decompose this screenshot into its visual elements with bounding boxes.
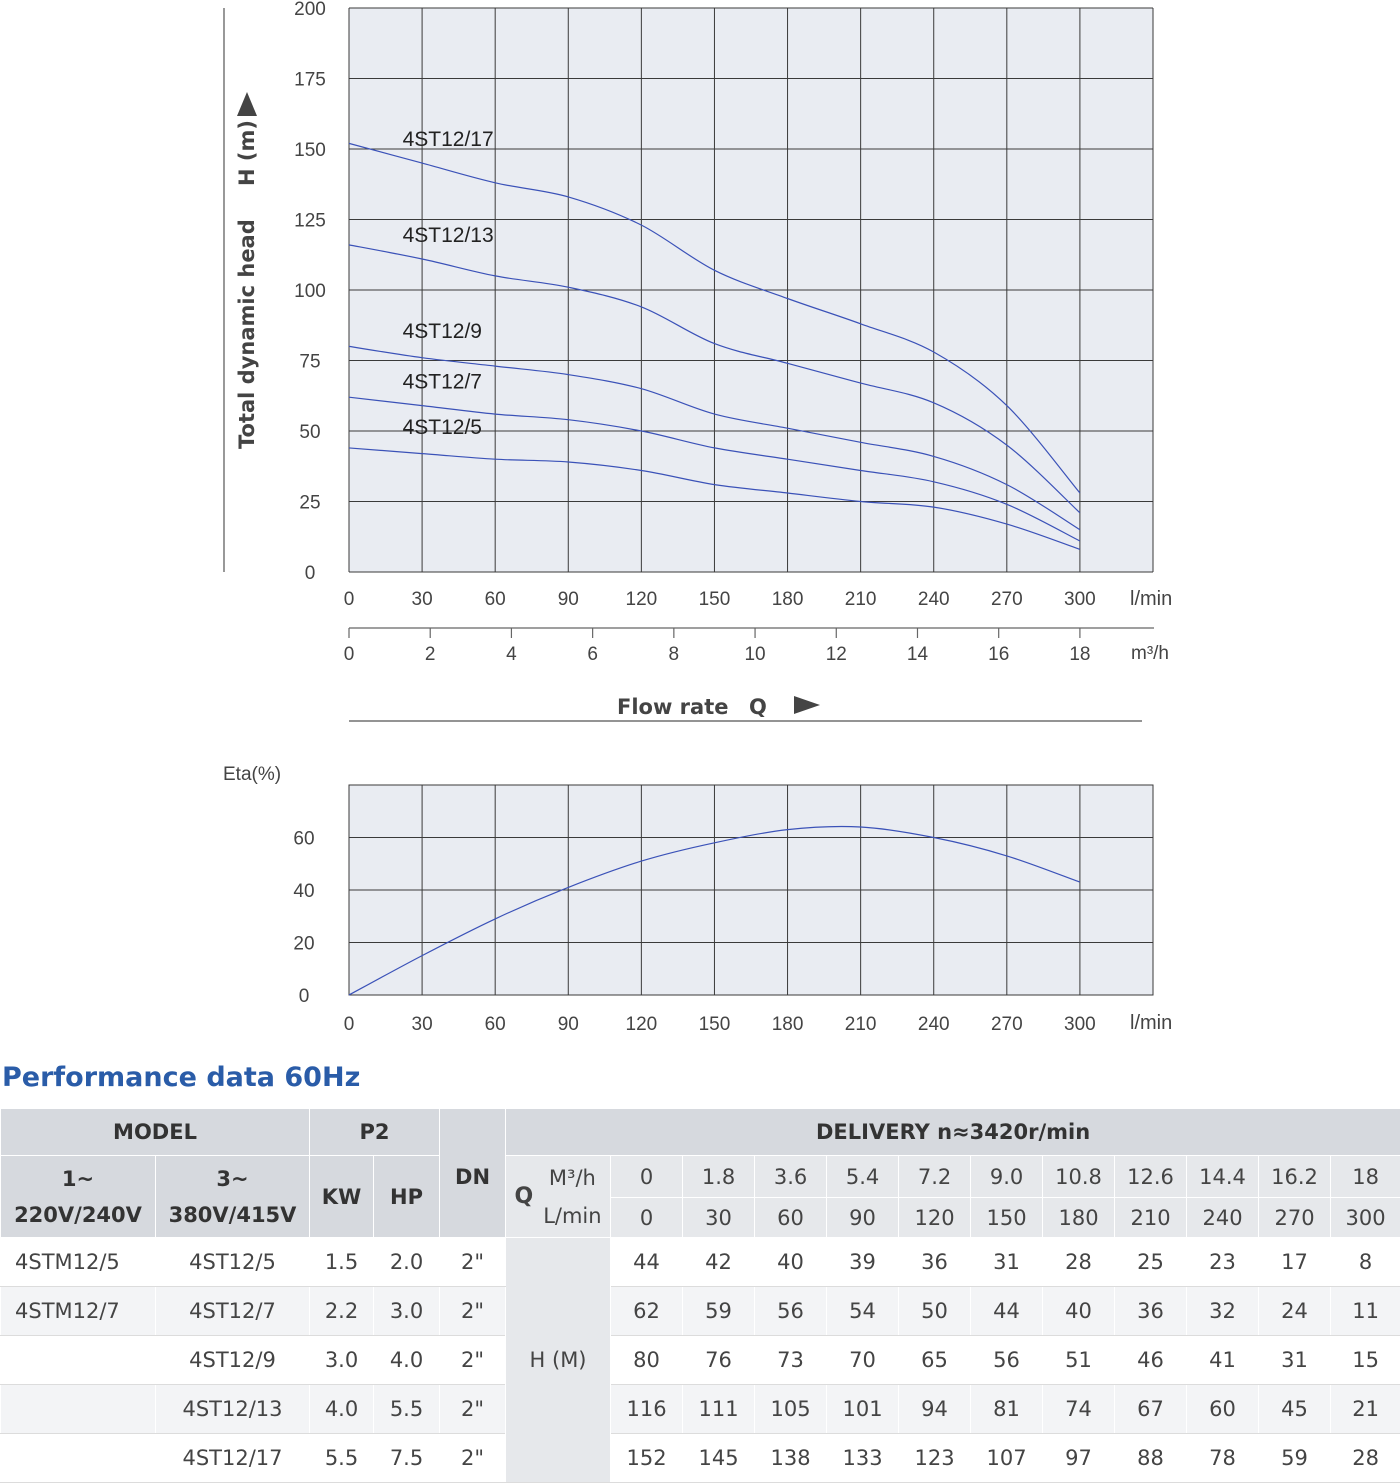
eta-xtick-label: 270 xyxy=(990,1014,1023,1035)
dn-cell: 2" xyxy=(440,1336,506,1385)
head-value-cell: 133 xyxy=(827,1434,899,1483)
m3h-cell: 7.2 xyxy=(899,1156,971,1198)
m3h-cell: 12.6 xyxy=(1115,1156,1187,1198)
head-value-cell: 94 xyxy=(899,1385,971,1434)
head-value-cell: 45 xyxy=(1259,1385,1331,1434)
head-value-cell: 17 xyxy=(1259,1238,1331,1287)
head-value-cell: 70 xyxy=(827,1336,899,1385)
head-curve-label: 4ST12/17 xyxy=(402,128,494,152)
hp-cell: 3.0 xyxy=(374,1287,440,1336)
head-value-cell: 59 xyxy=(683,1287,755,1336)
m3h-cell: 3.6 xyxy=(755,1156,827,1198)
m3h-tick-label: 6 xyxy=(587,644,598,665)
header-lmin-unit: L/min xyxy=(543,1203,602,1228)
m3h-tick-label: 18 xyxy=(1069,644,1091,665)
head-value-cell: 73 xyxy=(755,1336,827,1385)
m3h-cell: 16.2 xyxy=(1259,1156,1331,1198)
head-value-cell: 24 xyxy=(1259,1287,1331,1336)
head-xtick-label: 180 xyxy=(771,589,804,610)
head-ytick-label: 50 xyxy=(299,422,321,443)
m3h-cell: 1.8 xyxy=(683,1156,755,1198)
head-value-cell: 15 xyxy=(1331,1336,1400,1385)
model-single-phase-cell: 4STM12/7 xyxy=(1,1287,156,1336)
head-value-cell: 101 xyxy=(827,1385,899,1434)
lmin-cell: 180 xyxy=(1043,1198,1115,1238)
header-single-phase: 1~ 220V/240V xyxy=(1,1156,156,1238)
head-value-cell: 59 xyxy=(1259,1434,1331,1483)
dn-cell: 2" xyxy=(440,1238,506,1287)
xlabel-q-symbol: Q xyxy=(749,695,767,719)
head-xtick-label: 210 xyxy=(844,589,877,610)
head-ytick-label: 100 xyxy=(294,281,326,302)
eta-xtick-label: 180 xyxy=(771,1014,804,1035)
head-value-cell: 39 xyxy=(827,1238,899,1287)
dn-cell: 2" xyxy=(440,1287,506,1336)
lmin-cell: 150 xyxy=(971,1198,1043,1238)
kw-cell: 1.5 xyxy=(310,1238,374,1287)
lmin-cell: 60 xyxy=(755,1198,827,1238)
m3h-tick-label: 14 xyxy=(906,644,929,665)
model-single-phase-cell: 4STM12/5 xyxy=(1,1238,156,1287)
head-value-cell: 116 xyxy=(611,1385,683,1434)
header-q: Q xyxy=(514,1184,534,1209)
head-curve-label: 4ST12/13 xyxy=(402,224,494,248)
head-value-cell: 60 xyxy=(1187,1385,1259,1434)
header-dn: DN xyxy=(440,1109,506,1238)
table-row xyxy=(1,1385,1400,1434)
hp-cell: 4.0 xyxy=(374,1336,440,1385)
lmin-cell: 0 xyxy=(611,1198,683,1238)
eta-ytick-label: 0 xyxy=(298,986,310,1007)
head-value-cell: 81 xyxy=(971,1385,1043,1434)
m3h-cell: 14.4 xyxy=(1187,1156,1259,1198)
head-value-cell: 31 xyxy=(971,1238,1043,1287)
head-value-cell: 123 xyxy=(899,1434,971,1483)
head-value-cell: 8 xyxy=(1331,1238,1400,1287)
head-value-cell: 88 xyxy=(1115,1434,1187,1483)
head-xtick-label: 60 xyxy=(484,589,506,610)
lmin-cell: 210 xyxy=(1115,1198,1187,1238)
eta-chart xyxy=(223,764,1172,1035)
hp-cell: 7.5 xyxy=(374,1434,440,1483)
m3h-cell: 0 xyxy=(611,1156,683,1198)
eta-ytick-label: 20 xyxy=(293,933,315,955)
table-row xyxy=(1,1238,1400,1287)
model-three-phase-cell: 4ST12/13 xyxy=(156,1385,310,1434)
head-value-cell: 28 xyxy=(1043,1238,1115,1287)
model-three-phase-cell: 4ST12/5 xyxy=(156,1238,310,1287)
eta-xtick-label: 120 xyxy=(625,1014,658,1035)
model-single-phase-cell xyxy=(1,1385,156,1434)
lmin-unit-label: l/min xyxy=(1130,588,1173,610)
head-value-cell: 78 xyxy=(1187,1434,1259,1483)
head-xtick-label: 270 xyxy=(990,589,1023,610)
m3h-tick-label: 12 xyxy=(825,644,847,665)
m3h-cell: 18 xyxy=(1331,1156,1400,1198)
table-row xyxy=(1,1434,1400,1483)
eta-ytick-label: 60 xyxy=(293,828,315,850)
head-xtick-label: 90 xyxy=(557,589,579,610)
head-value-cell: 145 xyxy=(683,1434,755,1483)
dn-cell: 2" xyxy=(440,1385,506,1434)
m3h-tick-label: 2 xyxy=(424,644,436,665)
eta-xtick-label: 60 xyxy=(484,1014,506,1035)
head-xtick-label: 240 xyxy=(917,589,950,610)
header-hp: HP xyxy=(374,1156,440,1238)
head-value-cell: 11 xyxy=(1331,1287,1400,1336)
head-value-cell: 97 xyxy=(1043,1434,1115,1483)
head-value-cell: 50 xyxy=(899,1287,971,1336)
header-p2: P2 xyxy=(310,1109,440,1156)
model-three-phase-cell: 4ST12/17 xyxy=(156,1434,310,1483)
header-three-phase: 3~ 380V/415V xyxy=(156,1156,310,1238)
m3h-unit-label: m³/h xyxy=(1131,643,1169,664)
header-delivery: DELIVERY n≈3420r/min xyxy=(506,1109,1400,1156)
head-xtick-label: 120 xyxy=(625,589,658,610)
head-value-cell: 36 xyxy=(899,1238,971,1287)
head-ytick-label: 75 xyxy=(299,351,321,373)
model-three-phase-cell: 4ST12/9 xyxy=(156,1336,310,1385)
head-value-cell: 40 xyxy=(755,1238,827,1287)
eta-ytick-label: 40 xyxy=(293,881,315,902)
lmin-cell: 270 xyxy=(1259,1198,1331,1238)
performance-table xyxy=(0,1108,1400,1483)
header-q-units xyxy=(506,1156,611,1238)
head-value-cell: 107 xyxy=(971,1434,1043,1483)
x-arrow-icon xyxy=(794,696,820,714)
kw-cell: 4.0 xyxy=(310,1385,374,1434)
head-xtick-label: 30 xyxy=(411,589,433,610)
model-single-phase-cell xyxy=(1,1336,156,1385)
m3h-cell: 9.0 xyxy=(971,1156,1043,1198)
head-value-cell: 23 xyxy=(1187,1238,1259,1287)
model-three-phase-cell: 4ST12/7 xyxy=(156,1287,310,1336)
head-xtick-label: 150 xyxy=(698,589,731,610)
hp-cell: 5.5 xyxy=(374,1385,440,1434)
head-curve-label: 4ST12/5 xyxy=(402,415,482,439)
eta-xtick-label: 210 xyxy=(844,1014,877,1035)
performance-table-title: Performance data 60Hz xyxy=(2,1062,361,1093)
m3h-cell: 10.8 xyxy=(1043,1156,1115,1198)
lmin-cell: 90 xyxy=(827,1198,899,1238)
head-value-cell: 111 xyxy=(683,1385,755,1434)
kw-cell: 2.2 xyxy=(310,1287,374,1336)
header-kw: KW xyxy=(310,1156,374,1238)
head-ylabel: Total dynamic head xyxy=(235,219,259,449)
m3h-tick-label: 10 xyxy=(744,644,766,665)
head-value-cell: 41 xyxy=(1187,1336,1259,1385)
head-value-cell: 56 xyxy=(755,1287,827,1336)
header-m3h-unit: M³/h xyxy=(548,1165,596,1190)
m3h-tick-label: 16 xyxy=(988,644,1010,665)
eta-ylabel: Eta(%) xyxy=(223,764,282,785)
head-value-cell: 138 xyxy=(755,1434,827,1483)
head-value-cell: 51 xyxy=(1043,1336,1115,1385)
head-value-cell: 36 xyxy=(1115,1287,1187,1336)
head-value-cell: 28 xyxy=(1331,1434,1400,1483)
m3h-tick-label: 4 xyxy=(506,644,517,665)
eta-xtick-label: 30 xyxy=(411,1014,433,1035)
header-model: MODEL xyxy=(1,1109,310,1156)
lmin-cell: 120 xyxy=(899,1198,971,1238)
m3h-tick-label: 0 xyxy=(343,644,355,665)
head-ylabel-symbol: H (m) xyxy=(235,120,259,186)
head-value-cell: 46 xyxy=(1115,1336,1187,1385)
head-ytick-label: 175 xyxy=(294,69,326,91)
head-value-cell: 54 xyxy=(827,1287,899,1336)
hp-cell: 2.0 xyxy=(374,1238,440,1287)
lmin-cell: 240 xyxy=(1187,1198,1259,1238)
head-value-cell: 74 xyxy=(1043,1385,1115,1434)
lmin-cell: 300 xyxy=(1331,1198,1400,1238)
m3h-tick-label: 8 xyxy=(668,644,680,665)
eta-xtick-label: 150 xyxy=(698,1014,731,1035)
head-value-cell: 105 xyxy=(755,1385,827,1434)
head-value-cell: 42 xyxy=(683,1238,755,1287)
head-value-cell: 76 xyxy=(683,1336,755,1385)
head-value-cell: 152 xyxy=(611,1434,683,1483)
head-value-cell: 62 xyxy=(611,1287,683,1336)
head-value-cell: 31 xyxy=(1259,1336,1331,1385)
kw-cell: 5.5 xyxy=(310,1434,374,1483)
head-value-cell: 21 xyxy=(1331,1385,1400,1434)
head-value-cell: 65 xyxy=(899,1336,971,1385)
head-value-cell: 67 xyxy=(1115,1385,1187,1434)
head-chart xyxy=(224,0,1172,721)
head-ytick-label: 125 xyxy=(294,210,326,232)
eta-xtick-label: 300 xyxy=(1064,1014,1096,1035)
eta-xtick-label: 240 xyxy=(917,1014,950,1035)
eta-xtick-label: 90 xyxy=(557,1014,579,1035)
head-ytick-label: 150 xyxy=(294,140,326,161)
head-value-cell: 44 xyxy=(611,1238,683,1287)
table-header-row-2 xyxy=(1,1156,1400,1198)
head-ytick-label: 25 xyxy=(299,492,321,514)
dn-cell: 2" xyxy=(440,1434,506,1483)
table-row xyxy=(1,1336,1400,1385)
m3h-cell: 5.4 xyxy=(827,1156,899,1198)
head-ytick-label: 200 xyxy=(294,0,326,20)
head-value-cell: 56 xyxy=(971,1336,1043,1385)
head-value-cell: 80 xyxy=(611,1336,683,1385)
head-value-cell: 40 xyxy=(1043,1287,1115,1336)
eta-xtick-label: 0 xyxy=(343,1014,355,1035)
y-arrow-icon xyxy=(237,92,257,116)
head-xtick-label: 300 xyxy=(1064,589,1096,610)
head-value-cell: 32 xyxy=(1187,1287,1259,1336)
head-ytick-label: 0 xyxy=(304,563,316,584)
head-xtick-label: 0 xyxy=(343,589,355,610)
eta-xunit-label: l/min xyxy=(1130,1012,1173,1034)
head-curve-label: 4ST12/9 xyxy=(402,319,482,343)
model-single-phase-cell xyxy=(1,1434,156,1483)
head-value-cell: 44 xyxy=(971,1287,1043,1336)
lmin-cell: 30 xyxy=(683,1198,755,1238)
table-row xyxy=(1,1287,1400,1336)
head-curve-label: 4ST12/7 xyxy=(402,370,482,394)
head-unit-cell: H (M) xyxy=(506,1238,611,1483)
kw-cell: 3.0 xyxy=(310,1336,374,1385)
head-value-cell: 25 xyxy=(1115,1238,1187,1287)
xlabel-flow-rate: Flow rate xyxy=(617,695,729,719)
table-header-row-1 xyxy=(1,1109,1400,1156)
